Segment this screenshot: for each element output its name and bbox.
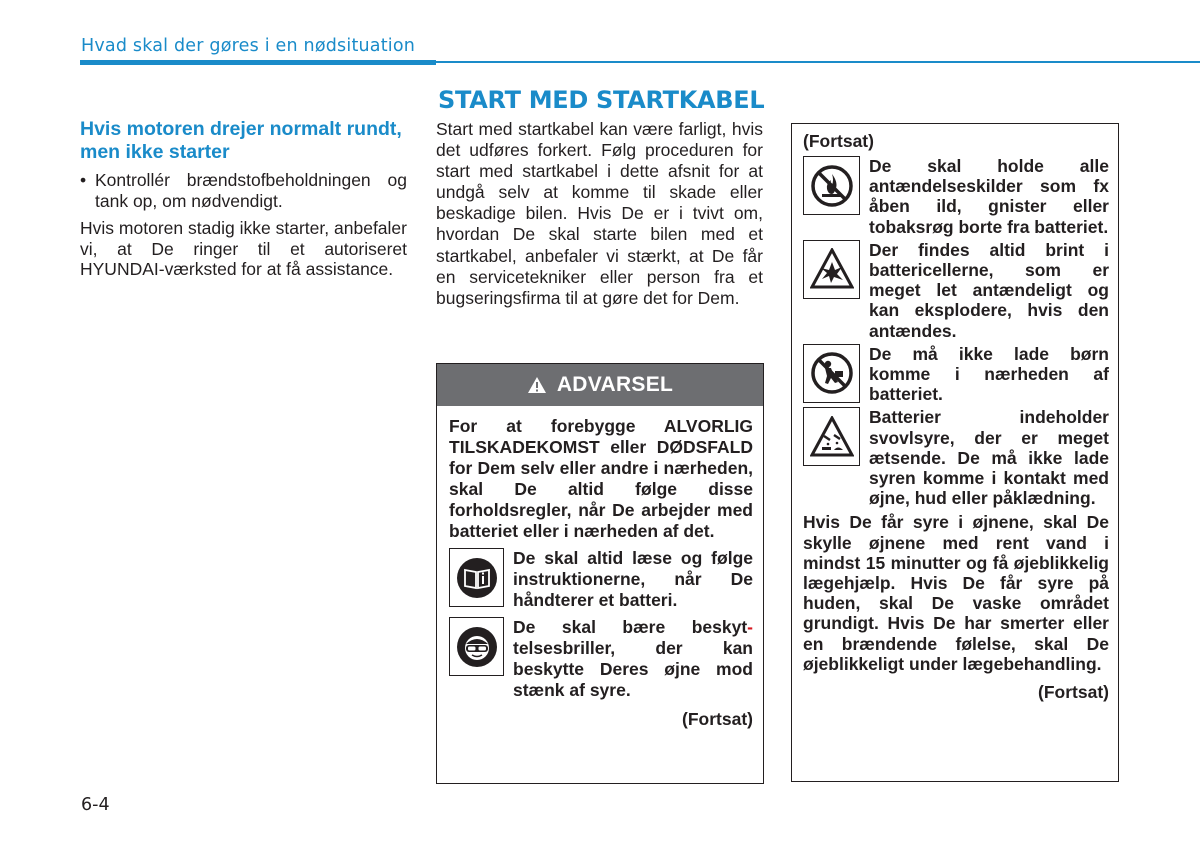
header-title: Hvad skal der gøres i en nødsituation bbox=[81, 36, 416, 56]
left-paragraph: Hvis motoren stadig ikke starter, anbefaler vi, at De ringer til et autoriseret HYUNDAI-værksted for at få assistance. bbox=[80, 218, 407, 279]
middle-paragraph: Start med startkabel kan være farligt, hvis det udføres forkert. Følg proceduren for start med startkabel i dette afsnit for at undgå selv at komme til skade eller beskadige bilen. Hvis De er i tvivt om, hvordan De skal starte bilen med et startkabel, anbefaler vi stærkt, at De får en servicetekniker eller person fra et bugseringsfirma til at gøre det for Dem. bbox=[436, 119, 763, 308]
warning-header bbox=[437, 364, 763, 406]
warning-triangle-icon bbox=[527, 376, 547, 394]
warning-label: ADVARSEL bbox=[556, 373, 674, 396]
safety-item bbox=[803, 156, 1109, 237]
corrosive-acid-icon bbox=[803, 407, 860, 466]
header-rule-thick bbox=[80, 60, 436, 65]
safety-item bbox=[803, 407, 1109, 508]
header-rule-thin bbox=[436, 61, 1200, 63]
safety-item bbox=[803, 344, 1109, 405]
bullet-dot: • bbox=[80, 170, 87, 190]
warning-body bbox=[437, 406, 763, 730]
warning-item-text: De skal altid læse og følge instruktionerne, når De håndterer et batteri. bbox=[513, 548, 753, 610]
continued-bottom: (Fortsat) bbox=[1038, 682, 1109, 703]
safety-item-text: Batterier indeholder svovlsyre, der er meget ætsende. De må ikke lade syren komme i kontakt med øjne, hud eller påklædning. bbox=[869, 407, 1109, 509]
soft-hyphen: - bbox=[747, 617, 753, 637]
read-manual-icon bbox=[449, 548, 504, 607]
left-column bbox=[80, 118, 407, 280]
safety-item-text: De skal holde alle antændelseskilder som fx åben ild, gnister eller tobaksrøg borte fra batteriet. bbox=[869, 156, 1109, 237]
goggles-text-a: De skal bære beskyt bbox=[513, 617, 748, 637]
no-open-flame-icon bbox=[803, 156, 860, 215]
keep-children-away-icon bbox=[803, 344, 860, 403]
left-bullet bbox=[80, 170, 407, 211]
continued-body bbox=[792, 124, 1118, 703]
warning-continued: (Fortsat) bbox=[682, 709, 753, 729]
page-number: 6-4 bbox=[81, 795, 110, 815]
explosion-warning-icon bbox=[803, 240, 860, 299]
safety-item bbox=[803, 240, 1109, 341]
left-bullet-text: Kontrollér brændstofbeholdningen og tank op, om nødvendigt. bbox=[95, 170, 407, 211]
warning-item bbox=[449, 617, 753, 701]
section-title: START MED STARTKABEL bbox=[438, 86, 765, 114]
warning-item bbox=[449, 548, 753, 611]
goggles-icon bbox=[449, 617, 504, 676]
warning-intro: For at forebygge ALVORLIG TILSKADEKOMST eller DØDSFALD for Dem selv eller andre i nærheden, skal De altid følge disse forholdsregler, når De arbejder med batteriet eller i nærheden af det. bbox=[449, 416, 753, 541]
warning-box bbox=[436, 363, 764, 784]
continued-box bbox=[791, 123, 1119, 782]
warning-item-text bbox=[513, 617, 753, 701]
goggles-text-b: telsesbriller, der kan beskytte Deres øjne mod stænk af syre. bbox=[513, 638, 753, 700]
safety-item-text: De må ikke lade børn komme i nærheden af batteriet. bbox=[869, 343, 1109, 405]
first-aid-paragraph: Hvis De får syre i øjnene, skal De skylle øjnene med rent vand i mindst 15 minutter og få øjeblikkelig lægehjælp. Hvis De får syre på huden, skal De vaske området grundigt. Hvis De har smerter eller en brændende følelse, skal De øjeblikkeligt under lægebehandling. bbox=[803, 512, 1109, 674]
safety-item-text: Der findes altid brint i battericellerne, som er meget let antændeligt og kan eksplodere, hvis den antændes. bbox=[869, 239, 1109, 341]
left-heading: Hvis motoren drejer normalt rundt, men ikke starter bbox=[80, 118, 402, 163]
continued-top: (Fortsat) bbox=[803, 131, 874, 151]
